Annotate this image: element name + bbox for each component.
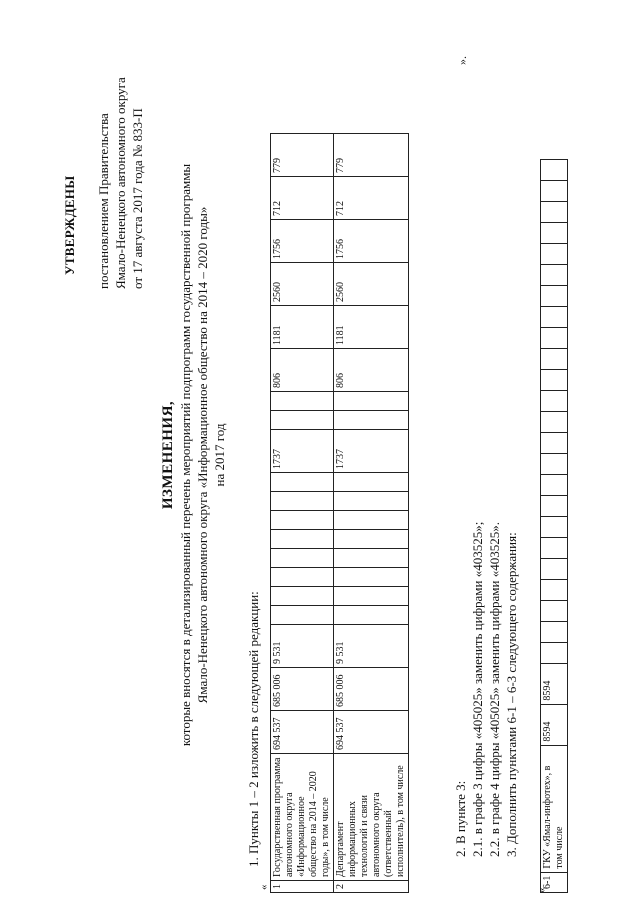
cell-empty <box>334 530 409 549</box>
paragraph-3: 3. Дополнить пунктами 6-1 – 6-3 следующего содержания: <box>504 532 519 857</box>
cell-empty <box>541 222 568 243</box>
cell-value: 1756 <box>334 220 409 263</box>
cell-empty <box>334 392 409 411</box>
cell-empty <box>541 558 568 579</box>
row-number: 1 <box>271 881 334 893</box>
cell-empty <box>541 600 568 621</box>
cell-value: 806 <box>271 349 334 392</box>
cell-empty <box>541 369 568 390</box>
table-items-6-1 <box>540 159 568 893</box>
cell-empty <box>334 606 409 625</box>
cell-empty <box>334 511 409 530</box>
row-description: Государственная программа автономного округа «Информационное общество на 2014 – 2020 годы», в том числе <box>271 754 334 881</box>
decree-reference <box>95 77 146 289</box>
cell-value: 1737 <box>271 430 334 473</box>
decree-line: Ямало-Ненецкого автономного округа <box>113 77 128 289</box>
cell-empty <box>271 473 334 492</box>
quote-close: ». <box>455 56 469 65</box>
cell-value: 9 531 <box>334 625 409 668</box>
document-heading <box>160 145 228 765</box>
cell-value: 8594 <box>541 704 568 745</box>
cell-empty <box>541 264 568 285</box>
cell-value: 712 <box>334 177 409 220</box>
cell-value: 779 <box>334 134 409 177</box>
cell-empty <box>541 474 568 495</box>
table-row <box>541 159 568 892</box>
cell-empty <box>271 492 334 511</box>
cell-empty <box>541 159 568 180</box>
cell-empty <box>271 549 334 568</box>
approved-stamp: УТВЕРЖДЕНЫ <box>62 175 77 275</box>
row-number: 2 <box>334 881 409 893</box>
quote-open: « <box>258 884 270 890</box>
row-description: ГКУ «Ямал-инфотех», в том числе <box>541 745 568 872</box>
cell-empty <box>541 306 568 327</box>
cell-empty <box>334 411 409 430</box>
cell-value: 806 <box>334 349 409 392</box>
cell-empty <box>334 587 409 606</box>
paragraph-1: 1. Пункты 1 – 2 изложить в следующей редакции: <box>246 591 261 867</box>
row-number: 6-1 <box>541 872 568 892</box>
table-items-1-2 <box>270 133 409 893</box>
decree-line: постановлением Правительства <box>96 113 111 289</box>
cell-empty <box>541 537 568 558</box>
cell-empty <box>541 516 568 537</box>
cell-value: 779 <box>271 134 334 177</box>
document-title: ИЗМЕНЕНИЯ, <box>160 400 176 510</box>
cell-empty <box>271 530 334 549</box>
cell-empty <box>334 473 409 492</box>
cell-value: 2560 <box>271 263 334 306</box>
cell-empty <box>541 348 568 369</box>
cell-empty <box>541 432 568 453</box>
cell-empty <box>334 568 409 587</box>
cell-value: 1181 <box>334 306 409 349</box>
cell-empty <box>541 495 568 516</box>
cell-value: 1737 <box>334 430 409 473</box>
subtitle-line: на 2017 год <box>212 423 227 487</box>
cell-empty <box>271 606 334 625</box>
cell-value: 685 006 <box>334 668 409 711</box>
cell-value: 685 006 <box>271 668 334 711</box>
cell-empty <box>541 390 568 411</box>
cell-empty <box>271 568 334 587</box>
cell-empty <box>541 453 568 474</box>
cell-value: 712 <box>271 177 334 220</box>
subtitle-line: Ямало-Ненецкого автономного округа «Информационное общество на 2014 – 2020 годы» <box>195 206 210 704</box>
cell-empty <box>334 549 409 568</box>
table-row <box>334 134 409 893</box>
cell-value: 9 531 <box>271 625 334 668</box>
cell-empty <box>271 392 334 411</box>
cell-empty <box>541 621 568 642</box>
cell-value: 2560 <box>334 263 409 306</box>
cell-empty <box>541 579 568 600</box>
cell-value: 1756 <box>271 220 334 263</box>
row-description: Департамент информационных технологий и связи автономного округа (ответственный исполнитель), в том числе <box>334 754 409 881</box>
cell-empty <box>541 285 568 306</box>
cell-empty <box>541 243 568 264</box>
cell-value: 694 537 <box>334 711 409 754</box>
decree-line: от 17 августа 2017 года № 833-П <box>130 108 145 289</box>
cell-empty <box>541 180 568 201</box>
cell-empty <box>334 492 409 511</box>
cell-empty <box>541 201 568 222</box>
cell-value: 694 537 <box>271 711 334 754</box>
cell-empty <box>271 511 334 530</box>
paragraph-2-1: 2.1. в графе 3 цифры «405025» заменить цифрами «403525»; <box>470 521 485 857</box>
cell-empty <box>541 411 568 432</box>
cell-value: 1181 <box>271 306 334 349</box>
paragraph-2-2: 2.2. в графе 4 цифры «405025» заменить цифрами «403525». <box>487 522 502 857</box>
cell-empty <box>541 642 568 663</box>
cell-empty <box>271 587 334 606</box>
subtitle-line: которые вносятся в детализированный перечень мероприятий подпрограмм государственной программы <box>178 163 193 747</box>
cell-empty <box>271 411 334 430</box>
quote-open: « <box>536 887 548 893</box>
paragraph-2: 2. В пункте 3: <box>453 780 468 857</box>
table-row <box>271 134 334 893</box>
cell-empty <box>541 327 568 348</box>
cell-value: 8594 <box>541 663 568 704</box>
